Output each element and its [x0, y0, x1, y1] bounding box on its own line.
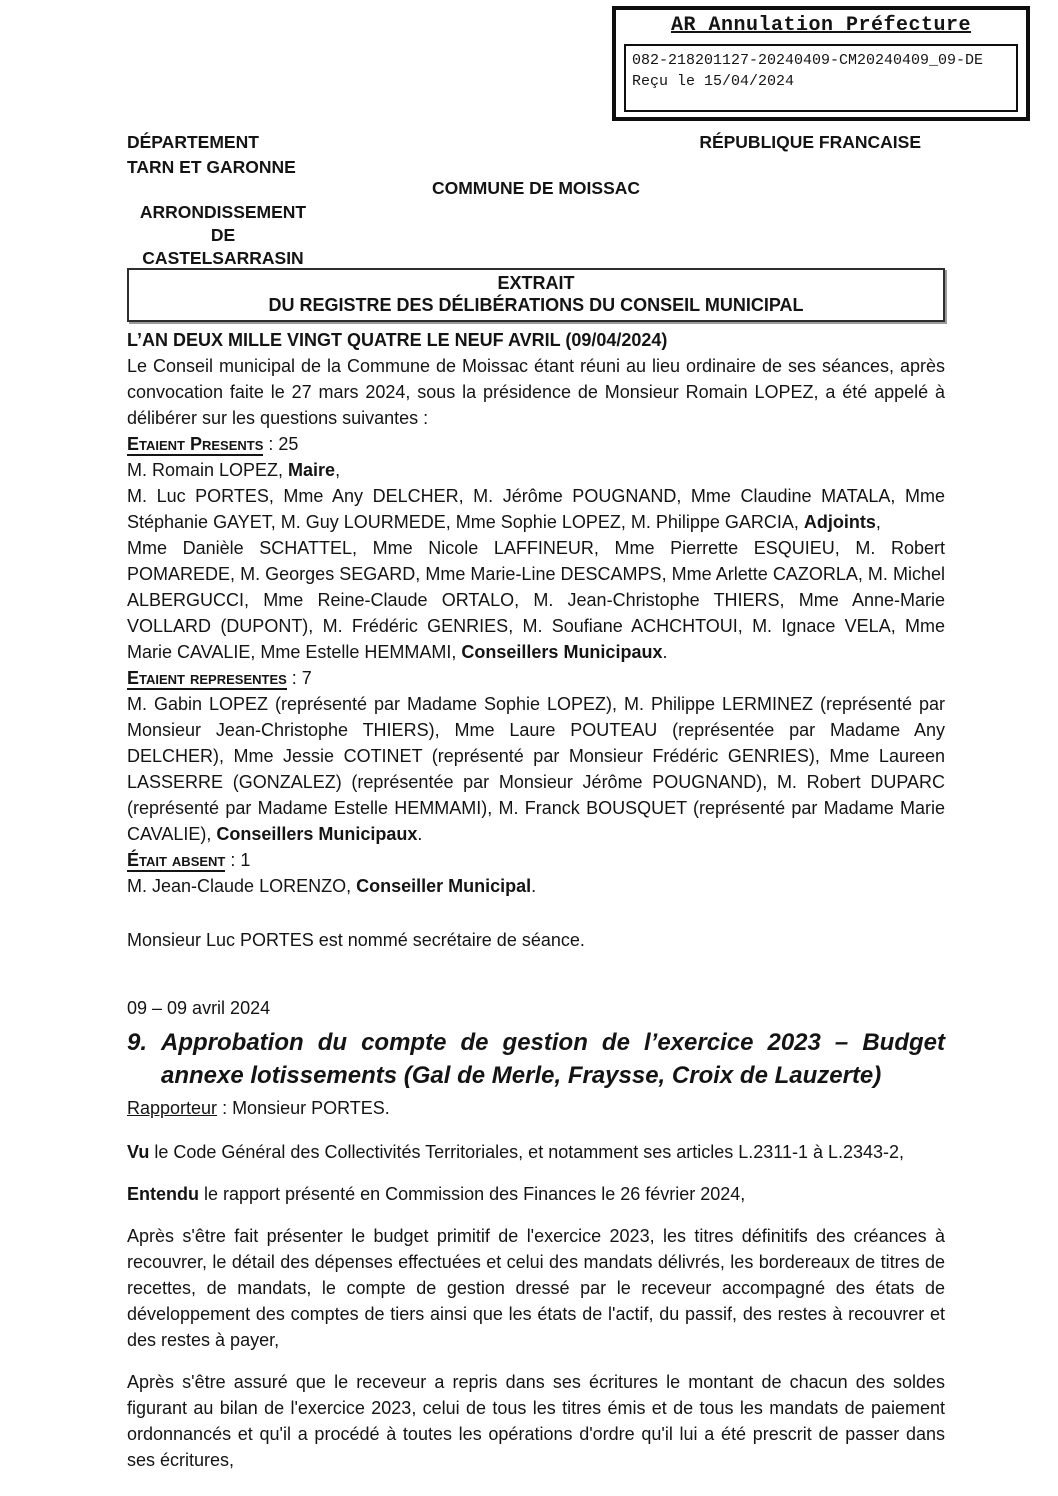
session-date-text: L’AN DEUX MILLE VINGT QUATRE LE NEUF AVRIL (09/04/2024)	[127, 330, 668, 350]
paragraph-entendu-lead: Entendu	[127, 1184, 199, 1204]
session-date-line	[127, 327, 945, 353]
rapporteur-label: Rapporteur	[127, 1098, 218, 1118]
department-line2: TARN ET GARONNE	[127, 157, 296, 177]
conseillers-role: Conseillers Municipaux	[461, 642, 663, 662]
absent-role: Conseiller Municipal	[356, 876, 532, 896]
conseillers-names: Mme Danièle SCHATTEL, Mme Nicole LAFFINEUR, Mme Pierrette ESQUIEU, M. Robert POMAREDE, M. Georges SEGARD, Mme Marie-Line DESCAMPS, Mme Arlette CAZORLA, M. Michel ALBERGUCCI, Mme Reine-Claude ORTALO, M. Jean-Christophe THIERS, Mme Anne-Marie VOLLARD (DUPONT), M. Frédéric GENRIES, M. Soufiane ACHCHTOUI, M. Ignace VELA, Mme Marie CAVALIE, Mme Estelle HEMMAMI,	[127, 538, 945, 662]
document-content	[127, 130, 945, 1473]
extrait-title-line1: EXTRAIT	[497, 273, 575, 293]
rapporteur-line	[127, 1095, 945, 1121]
document-body	[127, 327, 945, 1473]
session-intro: Le Conseil municipal de la Commune de Moissac étant réuni au lieu ordinaire de ses séances, après convocation faite le 27 mars 2024, sous la présidence de Monsieur Romain LOPEZ, a été appelé à délibérer sur les questions suivantes :	[127, 356, 945, 428]
adjoints-line	[127, 483, 945, 535]
conseillers-tail: .	[662, 642, 668, 662]
paragraph-presentation	[127, 1223, 945, 1353]
item-reference: 09 – 09 avril 2024	[127, 998, 271, 1018]
absent-heading	[127, 847, 945, 873]
presents-label: Etaient Presents	[127, 434, 264, 454]
item-heading-text: Approbation du compte de gestion de l’exercice 2023 – Budget annexe lotissements (Gal de Merle, Fraysse, Croix de Lauzerte)	[161, 1029, 945, 1089]
represented-role: Conseillers Municipaux	[216, 824, 418, 844]
commune-label: COMMUNE DE MOISSAC	[431, 178, 641, 198]
represented-line	[127, 691, 945, 847]
paragraph-assurance	[127, 1369, 945, 1473]
absent-tail: .	[531, 876, 537, 896]
represented-label: Etaient representes	[127, 668, 287, 688]
paragraph-vu	[127, 1139, 945, 1165]
item-heading	[127, 1026, 945, 1092]
adjoints-names: M. Luc PORTES, Mme Any DELCHER, M. Jérôme POUGNAND, Mme Claudine MATALA, Mme Stéphanie GAYET, M. Guy LOURMEDE, Mme Sophie LOPEZ, M. Philippe GARCIA,	[127, 486, 945, 532]
department-block	[127, 130, 296, 180]
represented-names: M. Gabin LOPEZ (représenté par Madame Sophie LOPEZ), M. Philippe LERMINEZ (représenté par Monsieur Jean-Christophe THIERS), Mme Laure POUTEAU (représentée par Madame Any DELCHER), Mme Jessie COTINET (représenté par Monsieur Frédéric GENRIES), Mme Laureen LASSERRE (GONZALEZ) (représentée par Monsieur Jérôme POUGNAND), M. Robert DUPARC (représenté par Madame Estelle HEMMAMI), M. Franck BOUSQUET (représenté par Madame Marie CAVALIE),	[127, 694, 945, 844]
stamp-code-box	[624, 44, 1018, 112]
paragraph-entendu	[127, 1181, 945, 1207]
presents-heading	[127, 431, 945, 457]
arrondissement-line1: ARRONDISSEMENT	[139, 202, 307, 222]
maire-tail: ,	[335, 460, 341, 480]
conseillers-line	[127, 535, 945, 665]
item-number: 9.	[127, 1029, 148, 1056]
paragraph-vu-lead: Vu	[127, 1142, 150, 1162]
adjoints-tail: ,	[875, 512, 881, 532]
maire-line	[127, 457, 945, 483]
extrait-title-box	[127, 268, 945, 322]
maire-role: Maire	[288, 460, 336, 480]
letterhead	[127, 130, 945, 268]
presents-count: : 25	[263, 434, 299, 454]
arrondissement-line3: CASTELSARRASIN	[142, 248, 304, 268]
paragraph-assurance-text: Après s'être assuré que le receveur a repris dans ses écritures le montant de chacun des soldes figurant au bilan de l'exercice 2023, celui de tous les titres émis et de tous les mandats de paiement ordonnancés et qu'il a procédé à toutes les opérations d'ordre qu'il lui a été prescrit de passer dans ses écritures,	[127, 1372, 945, 1470]
stamp-code-line: 082-218201127-20240409-CM20240409_09-DE	[632, 52, 984, 69]
paragraph-vu-text: le Code Général des Collectivités Territoriales, et notamment ses articles L.2311-1 à L.2343-2,	[149, 1142, 905, 1162]
department-line1: DÉPARTEMENT	[127, 132, 259, 152]
republic-label: RÉPUBLIQUE FRANCAISE	[699, 132, 921, 152]
stamp-received-line: Reçu le 15/04/2024	[632, 73, 795, 90]
paragraph-entendu-text: le rapport présenté en Commission des Finances le 26 février 2024,	[199, 1184, 746, 1204]
prefecture-stamp-box	[612, 6, 1030, 121]
absent-names: M. Jean-Claude LORENZO,	[127, 876, 357, 896]
absent-label: Était absent	[127, 850, 226, 870]
secretary-note: Monsieur Luc PORTES est nommé secrétaire de séance.	[127, 930, 585, 950]
represented-tail: .	[417, 824, 423, 844]
arrondissement-block	[127, 201, 319, 270]
extrait-title-line2: DU REGISTRE DES DÉLIBÉRATIONS DU CONSEIL MUNICIPAL	[268, 295, 804, 315]
maire-names: M. Romain LOPEZ,	[127, 460, 289, 480]
absent-line	[127, 873, 945, 899]
rapporteur-value: : Monsieur PORTES.	[217, 1098, 390, 1118]
arrondissement-line2: DE	[210, 225, 236, 245]
absent-count: : 1	[225, 850, 251, 870]
represented-heading	[127, 665, 945, 691]
adjoints-role: Adjoints	[803, 512, 876, 532]
paragraph-presentation-text: Après s'être fait présenter le budget primitif de l'exercice 2023, les titres définitifs des créances à recouvrer, le détail des dépenses effectuées et celui des mandats délivrés, les bordereaux de titres de recettes, de mandats, le compte de gestion dressé par le receveur accompagné des états de développement des comptes de tiers ainsi que les états de l'actif, du passif, des restes à recouvrer et des restes à payer,	[127, 1226, 945, 1350]
represented-count: : 7	[286, 668, 312, 688]
stamp-title: AR Annulation Préfecture	[670, 14, 972, 37]
